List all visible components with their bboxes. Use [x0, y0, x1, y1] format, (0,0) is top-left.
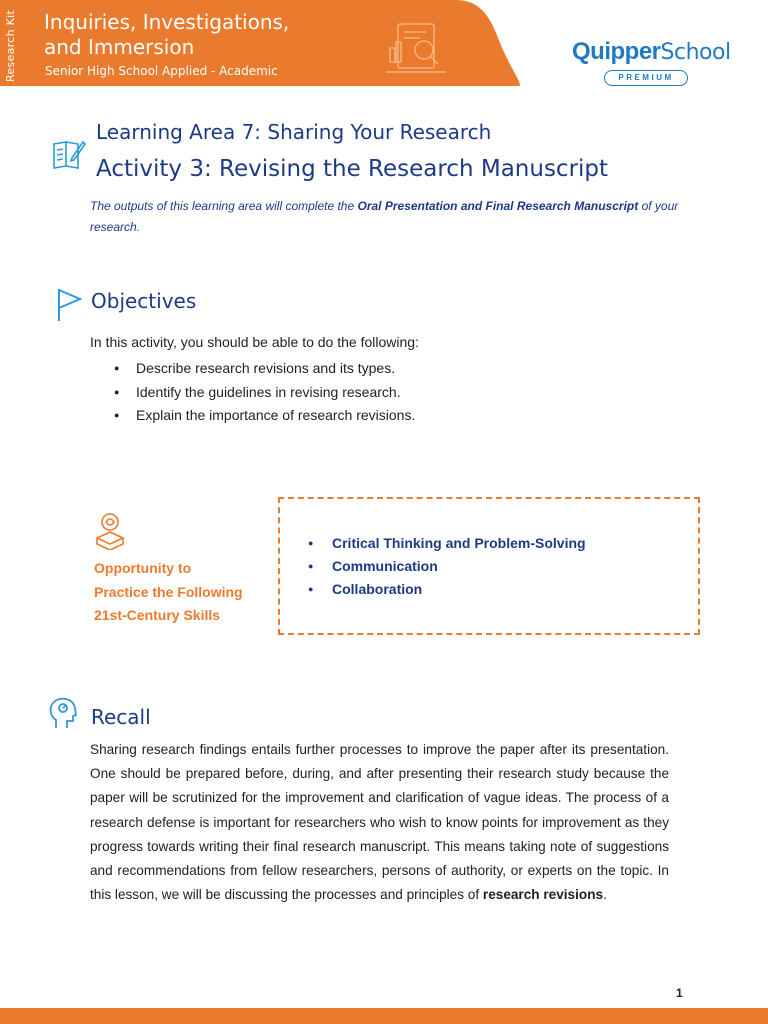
- list-item: ● Collaboration: [308, 578, 586, 601]
- skills-label-line3: 21st-Century Skills: [94, 607, 221, 623]
- objectives-lead: In this activity, you should be able to do the following:: [90, 334, 419, 350]
- intro-after: of your research.: [90, 199, 679, 234]
- recall-text: Sharing research findings entails further processes to improve the paper after its presentation. One should be prepared before, during, and after presenting their research study because the paper will be scrutinized for the improvement and clarification of vague ideas. The process of a research defense is important for researchers who wish to know points for improvement as they progress towards writing their final research manuscript. This means taking note of suggestions and recommendations from fellow researchers, persons of authority, or experts on the topic. In this lesson, we will be discussing the processes and principles of: [90, 742, 669, 903]
- recall-title: Recall: [91, 705, 151, 729]
- list-item: ● Describe research revisions and its types.: [114, 357, 415, 381]
- head-idea-icon: [48, 696, 78, 730]
- intro-before: The outputs of this learning area will complete the: [90, 199, 358, 213]
- list-item: ● Communication: [308, 555, 586, 578]
- list-item: ● Identify the guidelines in revising research.: [114, 381, 415, 405]
- course-title: [44, 10, 289, 60]
- recall-paragraph: [90, 738, 669, 907]
- logo-regular: School: [660, 40, 731, 65]
- notebook-pen-icon: [52, 138, 86, 170]
- course-subtitle: Senior High School Applied - Academic: [45, 64, 278, 78]
- skills-label: [94, 557, 274, 628]
- intro-text: [90, 196, 690, 238]
- flag-icon: [57, 288, 83, 322]
- objectives-title: Objectives: [91, 289, 197, 313]
- skills-label-line2: Practice the Following: [94, 583, 243, 600]
- logo-bold: Quipper: [572, 38, 661, 65]
- list-item: ● Critical Thinking and Problem-Solving: [308, 532, 586, 555]
- activity-title: Activity 3: Revising the Research Manuscript: [96, 156, 609, 182]
- list-item: ● Explain the importance of research revisions.: [114, 404, 415, 428]
- learning-area-title: Learning Area 7: Sharing Your Research: [96, 120, 492, 144]
- recall-bold: research revisions: [482, 887, 604, 903]
- skills-label-line1: Opportunity to: [94, 560, 192, 576]
- side-tab: [0, 0, 26, 86]
- intro-bold: Oral Presentation and Final Research Manuscript: [357, 199, 639, 213]
- footer-bar: [0, 1008, 768, 1024]
- side-tab-label: Research Kit: [4, 9, 17, 82]
- course-title-line1: Inquiries, Investigations,: [44, 10, 290, 34]
- page-number: 1: [676, 986, 683, 1000]
- research-illustration-icon: [386, 18, 448, 78]
- objectives-list: [114, 357, 415, 428]
- skills-brain-icon: [94, 510, 126, 550]
- skills-list: [308, 532, 586, 601]
- premium-badge: PREMIUM: [604, 70, 688, 86]
- course-title-line2: and Immersion: [44, 35, 195, 59]
- logo-wordmark: [572, 38, 731, 66]
- quipper-school-logo: [572, 38, 731, 88]
- recall-end: .: [603, 887, 607, 903]
